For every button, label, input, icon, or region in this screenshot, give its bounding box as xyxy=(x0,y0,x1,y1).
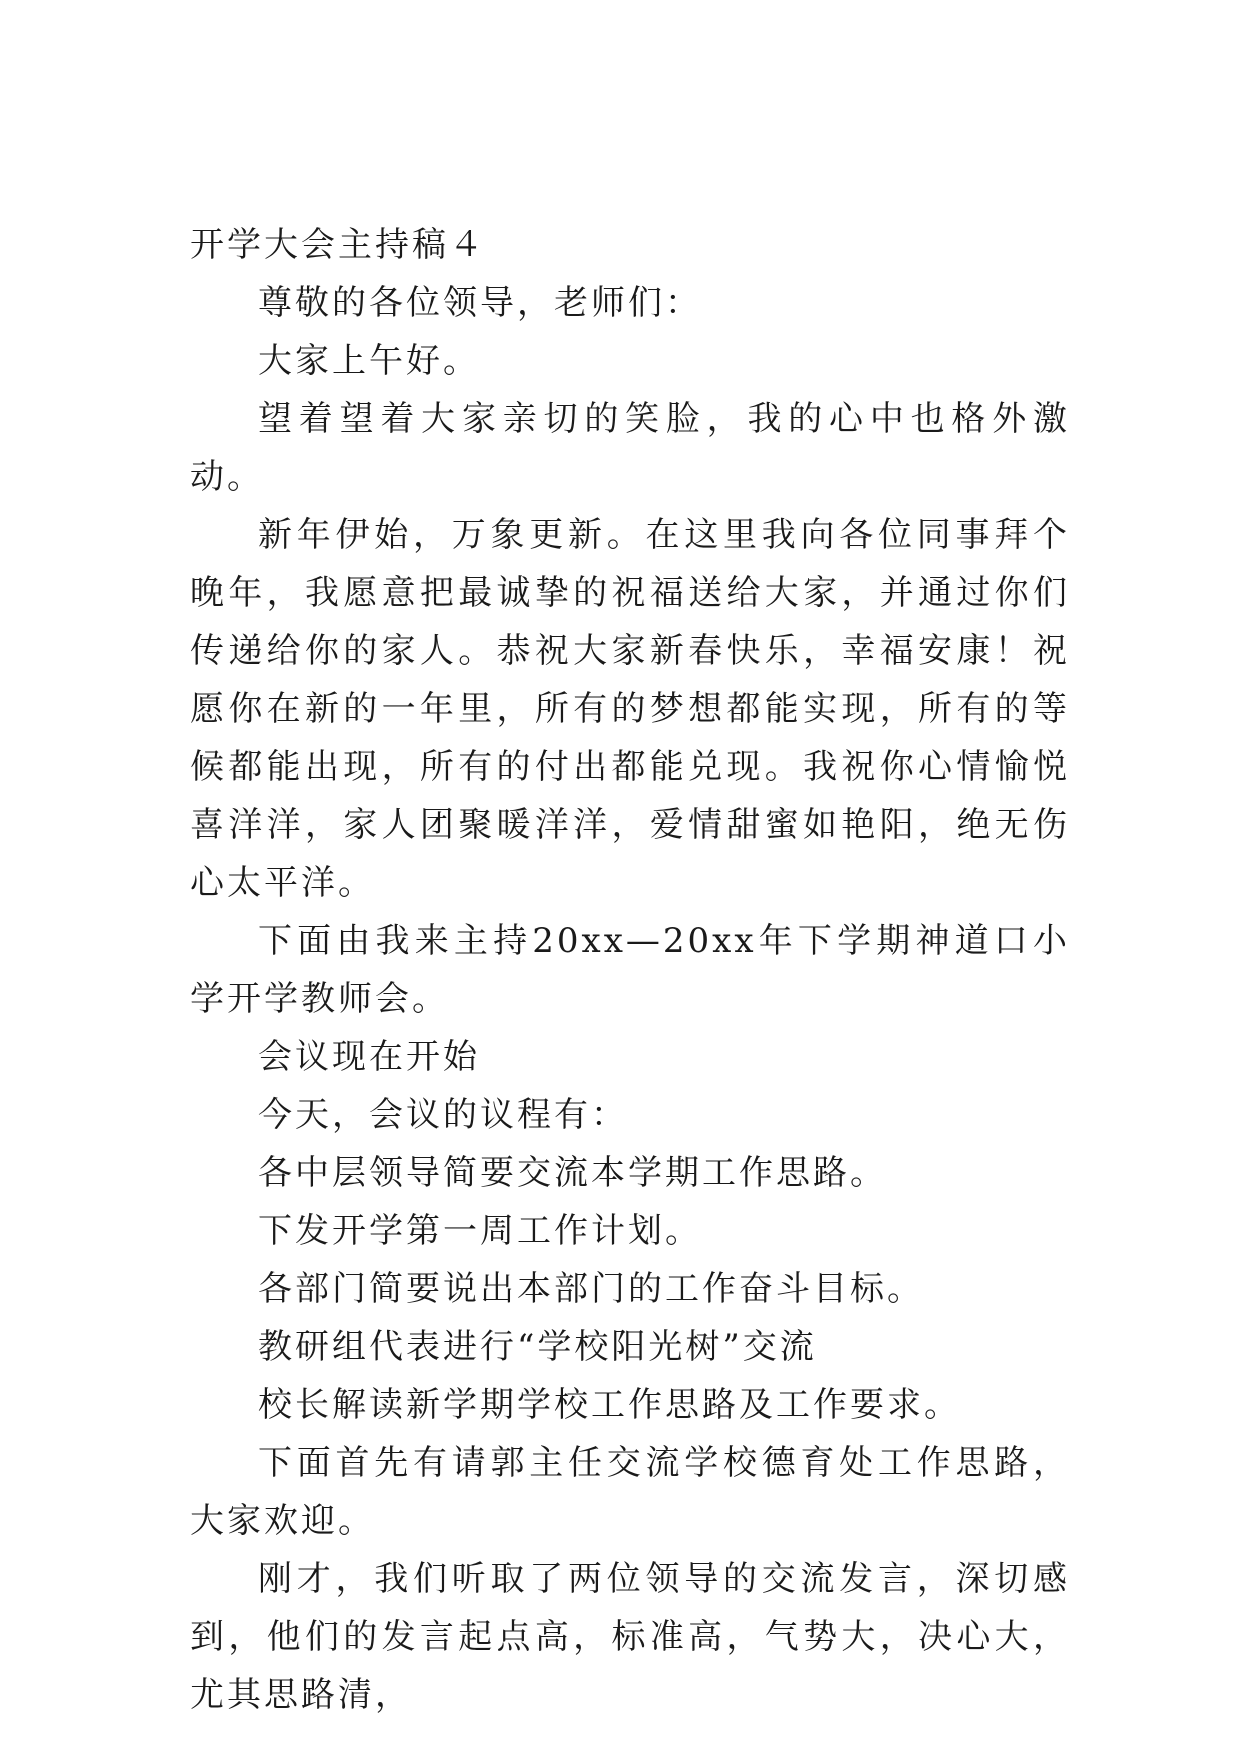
paragraph-agenda-heading: 今天，会议的议程有： xyxy=(258,1095,628,1135)
paragraph-agenda-item-4: 教研组代表进行“学校阳光树”交流 xyxy=(258,1327,817,1367)
document-title: 开学大会主持稿４ xyxy=(190,225,486,265)
paragraph-agenda-item-3: 各部门简要说出本部门的工作奋斗目标。 xyxy=(258,1269,924,1309)
paragraph-agenda-item-1: 各中层领导简要交流本学期工作思路。 xyxy=(258,1153,887,1193)
paragraph-greeting: 大家上午好。 xyxy=(258,341,480,381)
document-body xyxy=(190,220,1070,1724)
paragraph-summary: 刚才，我们听取了两位领导的交流发言，深切感到，他们的发言起点高，标准高，气势大，决心大，尤其思路清， xyxy=(190,1559,1070,1715)
paragraph-agenda-item-2: 下发开学第一周工作计划。 xyxy=(258,1211,702,1251)
paragraph-salutation: 尊敬的各位领导，老师们： xyxy=(258,283,702,323)
paragraph-new-year-wishes: 新年伊始，万象更新。在这里我向各位同事拜个晚年，我愿意把最诚挚的祝福送给大家，并通过你们传递给你的家人。恭祝大家新春快乐，幸福安康！祝愿你在新的一年里，所有的梦想都能实现，所有的等候都能出现，所有的付出都能兑现。我祝你心情愉悦喜洋洋，家人团聚暖洋洋，爱情甜蜜如艳阳，绝无伤心太平洋。 xyxy=(190,515,1070,903)
paragraph-meeting-intro: 下面由我来主持20xx—20xx年下学期神道口小学开学教师会。 xyxy=(190,921,1070,1019)
paragraph-invitation: 下面首先有请郭主任交流学校德育处工作思路，大家欢迎。 xyxy=(190,1443,1070,1541)
paragraph-agenda-item-5: 校长解读新学期学校工作思路及工作要求。 xyxy=(258,1385,961,1425)
paragraph-meeting-start: 会议现在开始 xyxy=(258,1037,480,1077)
paragraph-opening: 望着望着大家亲切的笑脸，我的心中也格外激动。 xyxy=(190,399,1070,497)
